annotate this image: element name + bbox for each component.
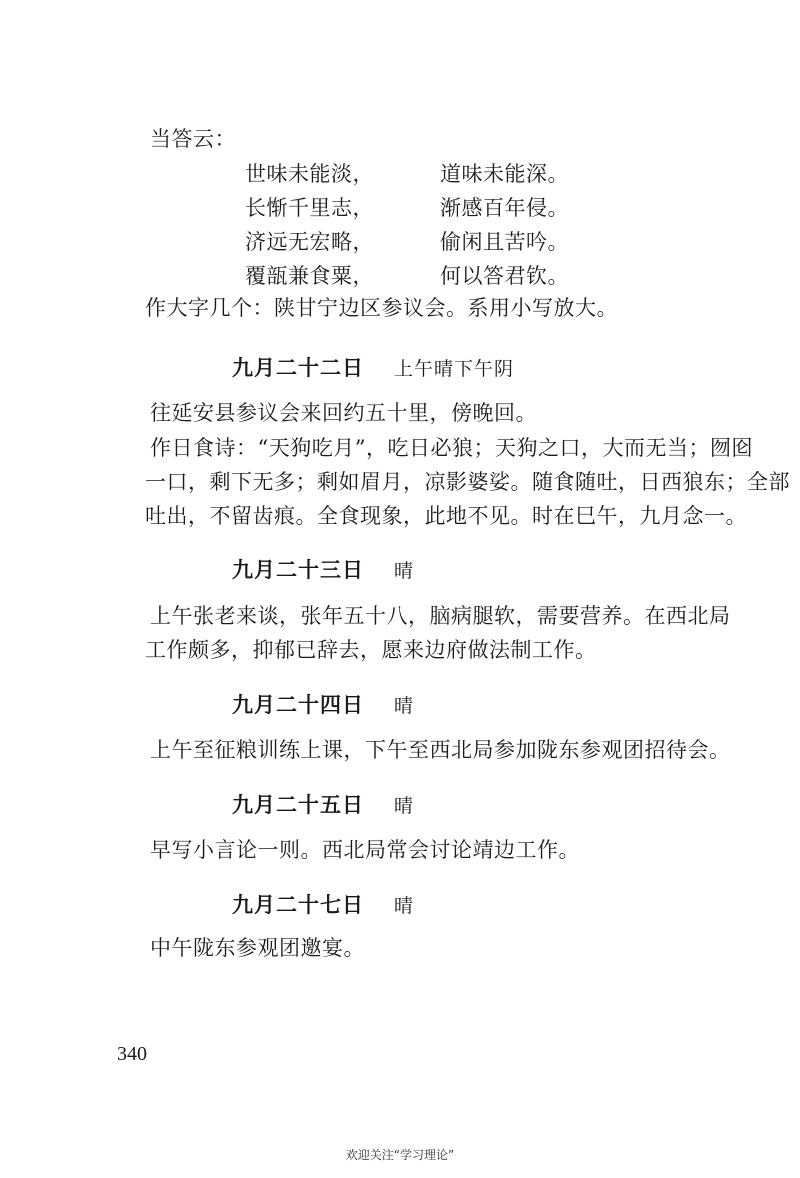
entry-date: 九月二十四日 (232, 693, 364, 717)
entry-heading (232, 788, 414, 823)
footer-text: 欢迎关注“学习理论” (345, 1148, 455, 1162)
entry-line: 上午至征粮训练上课，下午至西北局参加陇东参观团招待会。 (150, 738, 731, 762)
poem-line-4-right: 何以答君钦。 (440, 264, 569, 288)
page-number: 340 (117, 1043, 147, 1065)
entry-line: 吐出，不留齿痕。全食现象，此地不见。时在巳午，九月念一。 (145, 504, 747, 528)
entry-line: 工作颇多，抑郁已辞去，愿来边府做法制工作。 (145, 638, 597, 662)
entry-weather: 晴 (394, 895, 415, 917)
entry-heading (232, 888, 414, 923)
entry-line: 早写小言论一则。西北局常会讨论靖边工作。 (150, 838, 580, 862)
entry-weather: 晴 (394, 695, 415, 717)
note-text: 作大字几个：陕甘宁边区参议会。系用小写放大。 (145, 296, 618, 320)
entry-heading (232, 553, 414, 588)
poem-line-3-right: 偷闲且苦吟。 (440, 230, 569, 254)
entry-date: 九月二十二日 (232, 356, 364, 380)
entry-weather: 晴 (394, 795, 415, 817)
poem-line-2-right: 渐感百年侵。 (440, 196, 569, 220)
poem-line-3-left: 济远无宏略， (245, 230, 374, 254)
entry-line: 上午张老来谈，张年五十八，脑病腿软，需要营养。在西北局 (150, 604, 731, 628)
entry-date: 九月二十五日 (232, 793, 364, 817)
entry-line: 往延安县参议会来回约五十里，傍晚回。 (150, 401, 537, 425)
poem-line-1-right: 道味未能深。 (440, 162, 569, 186)
entry-date: 九月二十三日 (232, 558, 364, 582)
entry-heading (232, 351, 514, 386)
entry-line: 中午陇东参观团邀宴。 (150, 936, 365, 960)
entry-date: 九月二十七日 (232, 893, 364, 917)
entry-weather: 上午晴下午阴 (394, 358, 515, 380)
poem-line-1-left: 世味未能淡， (245, 162, 374, 186)
intro-text: 当答云： (150, 127, 236, 151)
entry-heading (232, 688, 414, 723)
poem-line-4-left: 覆瓿兼食粟， (245, 264, 374, 288)
poem-line-2-left: 长惭千里志， (245, 196, 374, 220)
entry-weather: 晴 (394, 560, 415, 582)
entry-line: 作日食诗：“天狗吃月”，吃日必狼；天狗之口，大而无当；囫囵 (150, 436, 753, 460)
entry-line: 一口，剩下无多；剩如眉月，凉影婆娑。随食随吐，日西狼东；全部 (145, 470, 790, 494)
